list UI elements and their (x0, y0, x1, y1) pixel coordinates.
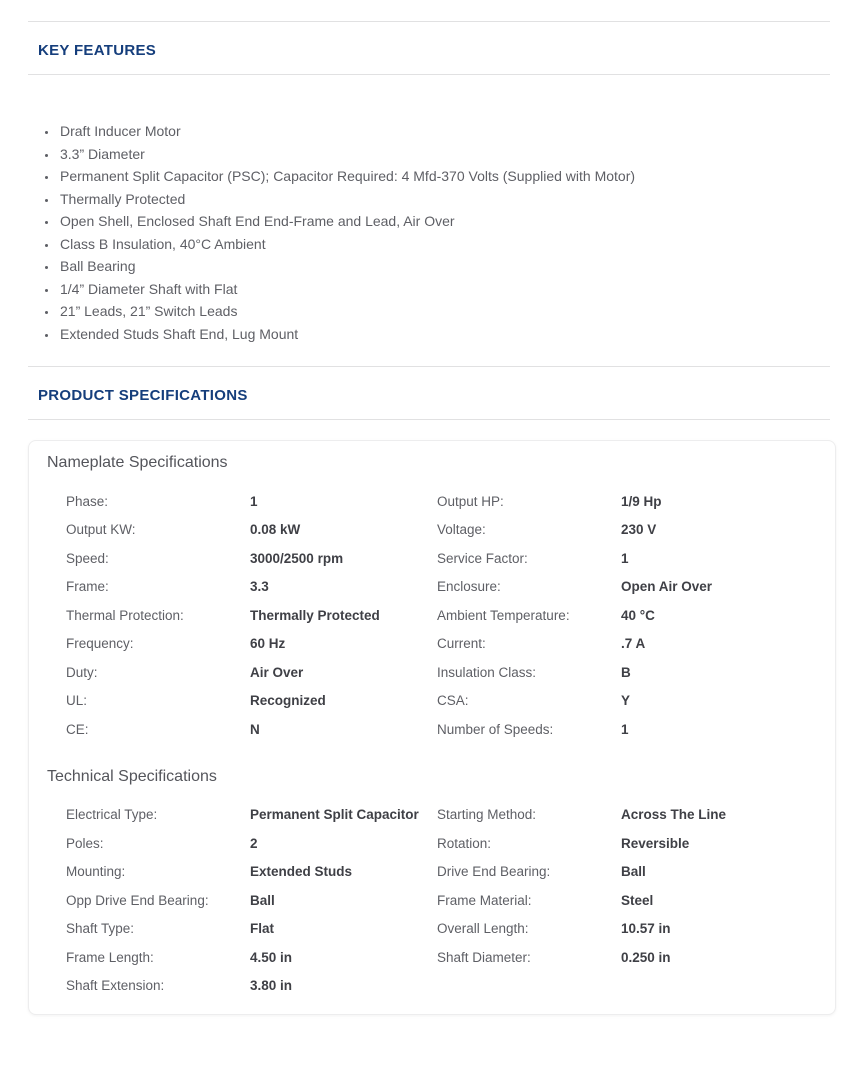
feature-item: • Thermally Protected (58, 188, 830, 211)
spec-label: Poles: (66, 835, 104, 851)
spec-row (437, 687, 808, 716)
spec-value: Ball (250, 892, 275, 908)
spec-value: 2 (250, 835, 258, 851)
spec-row (66, 943, 437, 972)
spec-value: Ball (621, 864, 646, 880)
spec-label: Shaft Diameter: (437, 949, 531, 965)
specifications-card (28, 440, 836, 1015)
feature-item: • 21” Leads, 21” Switch Leads (58, 300, 830, 323)
key-features-header (0, 22, 866, 74)
spec-value: .7 A (621, 636, 646, 652)
nameplate-right-column (437, 487, 808, 744)
spacer (0, 345, 866, 366)
spec-row (437, 886, 808, 915)
spec-value: B (621, 664, 631, 680)
spec-row (437, 801, 808, 830)
spec-row (66, 715, 437, 744)
spec-value: 3.80 in (250, 978, 293, 994)
spec-label: CSA: (437, 693, 469, 709)
spec-value: 1 (621, 721, 629, 737)
spec-row (66, 972, 437, 1001)
spec-row (437, 829, 808, 858)
spec-value: 1 (621, 550, 629, 566)
spec-value: N (250, 721, 260, 737)
spec-label: Output KW: (66, 522, 136, 538)
spec-label: Speed: (66, 550, 109, 566)
spec-value: Open Air Over (621, 579, 713, 595)
spec-row (66, 601, 437, 630)
spec-value: Recognized (250, 693, 326, 709)
spec-row (437, 487, 808, 516)
spec-label: CE: (66, 721, 89, 737)
spec-value: 1/9 Hp (621, 493, 662, 509)
spec-value: Thermally Protected (250, 607, 380, 623)
product-detail-page (0, 21, 866, 1015)
nameplate-specifications-title: Nameplate Specifications (47, 454, 228, 471)
spec-label: Frame Length: (66, 949, 154, 965)
spec-label: Shaft Type: (66, 921, 135, 937)
spec-label: Current: (437, 636, 486, 652)
nameplate-specifications-table (66, 487, 835, 744)
feature-item: • Permanent Split Capacitor (PSC); Capacitor Required: 4 Mfd-370 Volts (Supplied with Motor) (58, 165, 830, 188)
spec-label: Service Factor: (437, 550, 528, 566)
spec-value: Flat (250, 921, 275, 937)
spec-label: Ambient Temperature: (437, 607, 570, 623)
spec-row (437, 658, 808, 687)
spec-row (437, 601, 808, 630)
technical-left-column (66, 801, 437, 1001)
spec-label: Duty: (66, 664, 98, 680)
spec-row (66, 658, 437, 687)
spec-label: Number of Speeds: (437, 721, 554, 737)
spec-value: 10.57 in (621, 921, 671, 937)
spec-row (66, 630, 437, 659)
spec-row (66, 487, 437, 516)
spec-value: 60 Hz (250, 636, 286, 652)
spec-row (437, 544, 808, 573)
spec-label: Phase: (66, 493, 109, 509)
spec-label: Voltage: (437, 522, 486, 538)
feature-item: • 3.3” Diameter (58, 143, 830, 166)
key-features-list (28, 120, 830, 345)
spec-value: Across The Line (621, 807, 727, 823)
technical-specifications-table (66, 801, 835, 1001)
spec-value: 230 V (621, 522, 657, 538)
spec-row (437, 915, 808, 944)
spec-label: Output HP: (437, 493, 504, 509)
product-specifications-title: PRODUCT SPECIFICATIONS (38, 387, 248, 404)
spec-row (437, 715, 808, 744)
spec-row (66, 687, 437, 716)
spec-row (66, 801, 437, 830)
spec-value: 3000/2500 rpm (250, 550, 344, 566)
nameplate-left-column (66, 487, 437, 744)
spec-row (437, 858, 808, 887)
spec-value: 0.250 in (621, 949, 671, 965)
feature-item: • Open Shell, Enclosed Shaft End End-Frame and Lead, Air Over (58, 210, 830, 233)
spec-row (66, 915, 437, 944)
spec-value: 40 °C (621, 607, 655, 623)
spec-row (66, 829, 437, 858)
technical-specifications-title: Technical Specifications (47, 767, 217, 785)
spec-label: Enclosure: (437, 579, 501, 595)
spec-value: Y (621, 693, 631, 709)
spec-row (437, 630, 808, 659)
spec-label: Overall Length: (437, 921, 529, 937)
feature-item: • 1/4” Diameter Shaft with Flat (58, 278, 830, 301)
spec-value: 1 (250, 493, 258, 509)
technical-right-column (437, 801, 808, 1001)
spec-label: Rotation: (437, 835, 492, 851)
spec-label: UL: (66, 693, 88, 709)
key-features-section (0, 21, 866, 366)
spec-value: Air Over (250, 664, 304, 680)
spec-value: Extended Studs (250, 864, 353, 880)
spec-label: Mounting: (66, 864, 126, 880)
spec-label: Electrical Type: (66, 807, 158, 823)
spec-label: Thermal Protection: (66, 607, 184, 623)
spec-row (437, 943, 808, 972)
spec-label: Frequency: (66, 636, 134, 652)
spec-row (66, 573, 437, 602)
spec-label: Shaft Extension: (66, 978, 165, 994)
divider (28, 74, 830, 75)
feature-item: • Class B Insulation, 40°C Ambient (58, 233, 830, 256)
spec-value: Permanent Split Capacitor (250, 807, 419, 823)
spec-label: Starting Method: (437, 807, 537, 823)
spec-value: 3.3 (250, 579, 269, 595)
spec-label: Insulation Class: (437, 664, 537, 680)
spec-row (66, 858, 437, 887)
spec-label: Frame: (66, 579, 109, 595)
spec-label: Frame Material: (437, 892, 532, 908)
spec-value: 4.50 in (250, 949, 293, 965)
spec-row (437, 573, 808, 602)
feature-item: • Ball Bearing (58, 255, 830, 278)
feature-item: • Draft Inducer Motor (58, 120, 830, 143)
feature-item: • Extended Studs Shaft End, Lug Mount (58, 323, 830, 346)
key-features-title: KEY FEATURES (38, 42, 157, 59)
spec-label: Opp Drive End Bearing: (66, 892, 209, 908)
product-specifications-header (0, 367, 866, 419)
spec-value: Reversible (621, 835, 690, 851)
spec-label: Drive End Bearing: (437, 864, 551, 880)
spec-value: Steel (621, 892, 654, 908)
spec-row (437, 516, 808, 545)
spec-row (66, 516, 437, 545)
divider (28, 419, 830, 420)
spec-row (66, 544, 437, 573)
spec-row (66, 886, 437, 915)
product-specifications-section (0, 366, 866, 1015)
spec-value: 0.08 kW (250, 522, 301, 538)
